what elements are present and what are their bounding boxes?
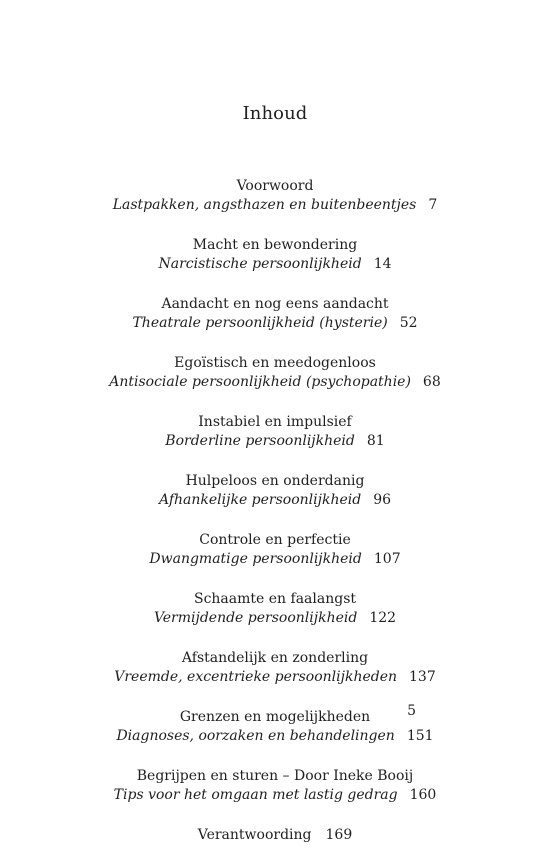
entry-title: Aandacht en nog eens aandacht — [161, 296, 389, 312]
toc-entry — [0, 767, 550, 805]
entry-page-number: 96 — [373, 492, 392, 508]
entry-subtitle: Theatrale persoonlijkheid (hysterie) — [132, 315, 388, 331]
entry-page-number: 52 — [399, 315, 418, 331]
page-number: 5 — [407, 703, 416, 719]
entry-title: Hulpeloos en onderdanig — [185, 473, 365, 489]
entry-title: Controle en perfectie — [199, 532, 351, 548]
toc-heading: Inhoud — [242, 103, 308, 124]
entry-page-number: 14 — [373, 256, 392, 272]
entry-page-number: 107 — [373, 551, 401, 567]
entry-subtitle: Dwangmatige persoonlijkheid — [149, 551, 362, 567]
toc-entry — [0, 590, 550, 628]
entry-page-number: 160 — [409, 787, 437, 803]
entry-subtitle-line — [0, 314, 550, 333]
entry-title: Egoïstisch en meedogenloos — [174, 355, 376, 371]
entry-title: Begrijpen en sturen – Door Ineke Booij — [136, 768, 414, 784]
entry-title: Macht en bewondering — [192, 237, 358, 253]
entry-subtitle: Lastpakken, angsthazen en buitenbeentjes — [112, 197, 417, 213]
entry-subtitle-line — [0, 550, 550, 569]
toc-entry — [0, 177, 550, 215]
toc-entry — [0, 826, 550, 845]
toc-entry — [0, 472, 550, 510]
entry-subtitle-line — [0, 432, 550, 451]
entry-subtitle-line — [0, 609, 550, 628]
entry-subtitle-line — [0, 255, 550, 274]
entry-subtitle: Vreemde, excentrieke persoonlijkheden — [114, 669, 398, 685]
entry-subtitle: Diagnoses, oorzaken en behandelingen — [116, 728, 395, 744]
entry-page-number: 7 — [428, 197, 438, 213]
entry-subtitle-line — [0, 668, 550, 687]
entry-page-number: 81 — [366, 433, 385, 449]
entry-page-number: 122 — [369, 610, 397, 626]
entry-subtitle: Tips voor het omgaan met lastig gedrag — [113, 787, 398, 803]
entry-title: Voorwoord — [236, 178, 314, 194]
entry-subtitle-line — [0, 373, 550, 392]
toc-entry — [0, 708, 550, 746]
toc-entry — [0, 649, 550, 687]
toc-entry — [0, 354, 550, 392]
entry-title: Verantwoording — [197, 827, 312, 843]
entry-page-number: 151 — [406, 728, 434, 744]
entry-subtitle: Borderline persoonlijkheid — [165, 433, 355, 449]
entry-page-number: 68 — [422, 374, 441, 390]
entry-page-number: 169 — [325, 827, 353, 843]
entry-title: Grenzen en mogelijkheden — [179, 709, 371, 725]
entry-title: Schaamte en faalangst — [193, 591, 357, 607]
toc-entry — [0, 295, 550, 333]
toc-entry — [0, 531, 550, 569]
toc-entry — [0, 236, 550, 274]
entry-page-number: 137 — [409, 669, 436, 685]
entry-subtitle-line — [0, 196, 550, 215]
entry-subtitle-line — [0, 491, 550, 510]
entry-subtitle: Antisociale persoonlijkheid (psychopathie) — [109, 374, 411, 390]
entry-title: Afstandelijk en zonderling — [181, 650, 369, 666]
entry-title-line — [0, 826, 550, 845]
toc-entry — [0, 413, 550, 451]
entry-subtitle-line — [0, 727, 550, 746]
entry-subtitle: Afhankelijke persoonlijkheid — [158, 492, 362, 508]
entry-title: Instabiel en impulsief — [198, 414, 352, 430]
entry-subtitle: Vermijdende persoonlijkheid — [153, 610, 358, 626]
entry-subtitle: Narcistische persoonlijkheid — [158, 256, 362, 272]
table-of-contents — [0, 177, 550, 866]
